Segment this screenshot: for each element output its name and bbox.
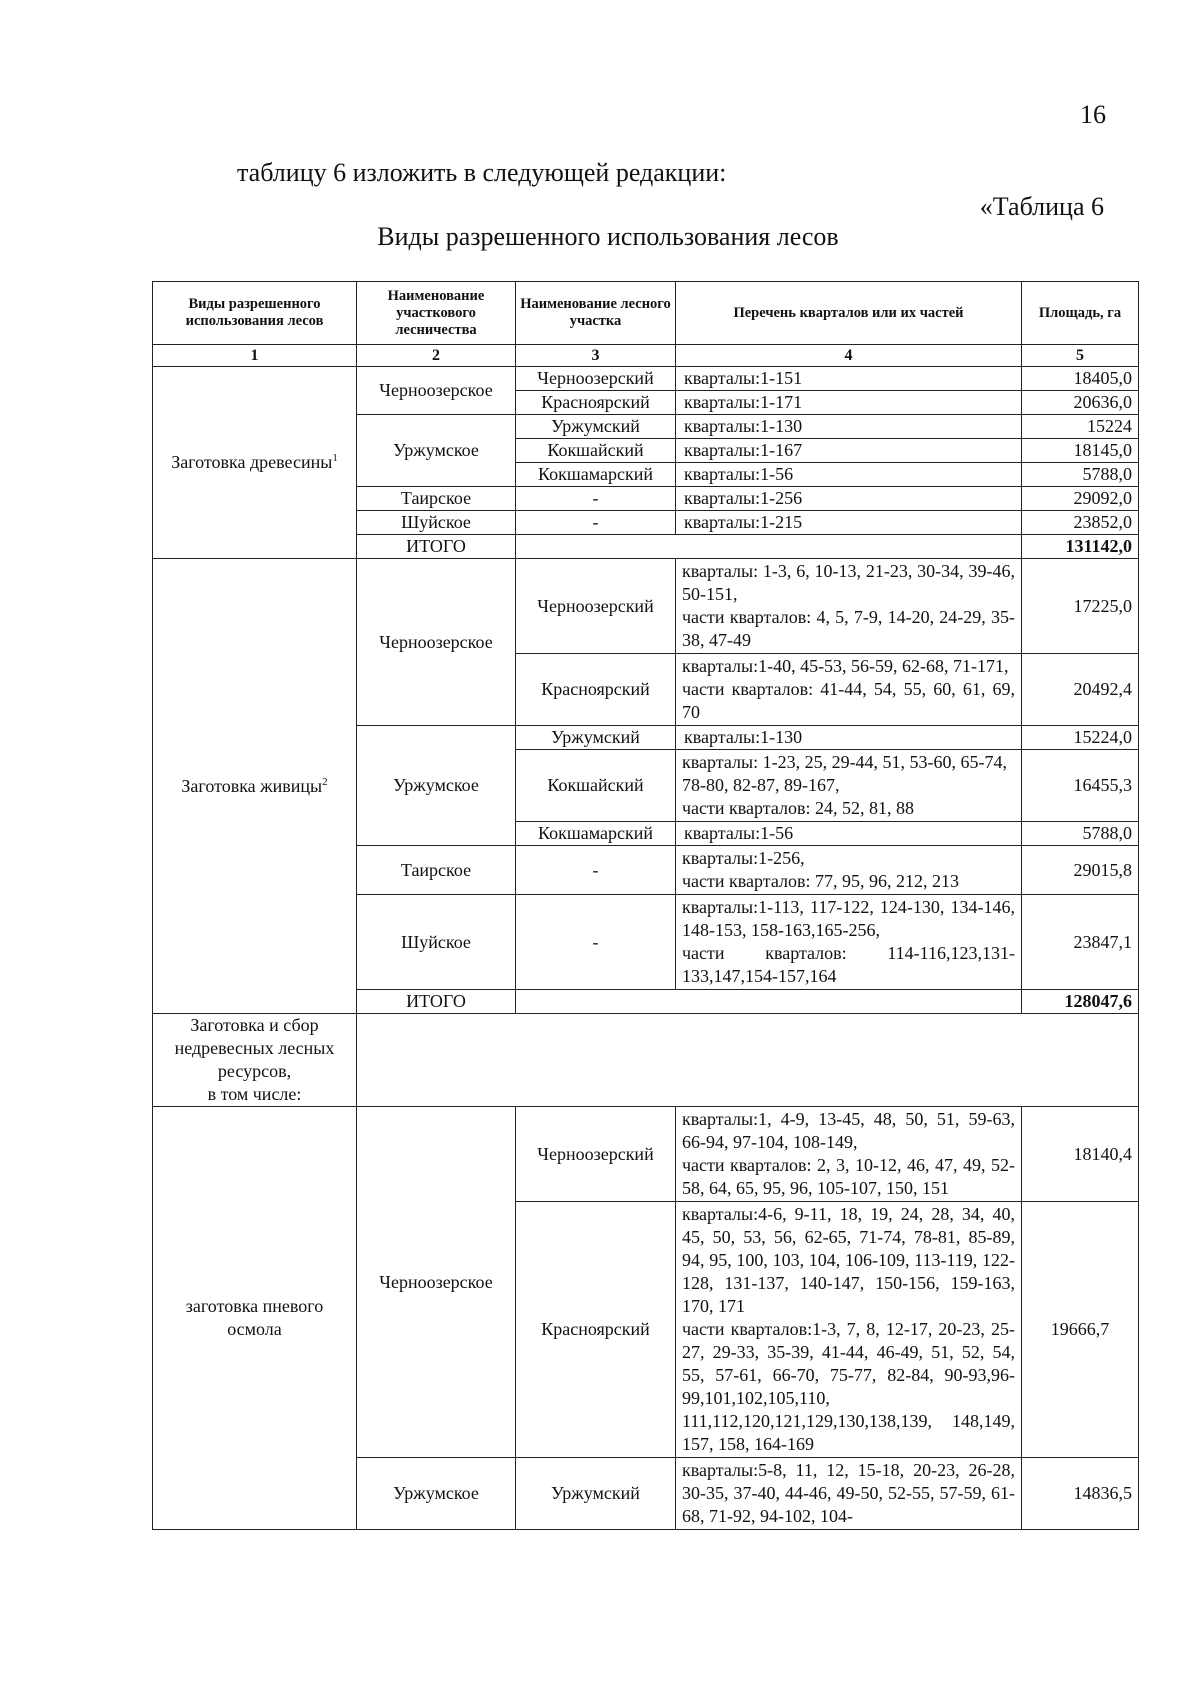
- area-cell: 18145,0: [1022, 439, 1139, 463]
- quarters-cell: кварталы:1-215: [676, 511, 1022, 535]
- table-label: «Таблица 6: [979, 192, 1104, 221]
- footnote-mark: 2: [322, 775, 328, 788]
- forestry-cell: Шуйское: [357, 511, 516, 535]
- site-cell: -: [516, 895, 676, 990]
- quarters-cell: кварталы:1-256, части кварталов: 77, 95, 96, 212, 213: [676, 846, 1022, 895]
- header-forestry: Наименование участкового лесничества: [357, 282, 516, 345]
- site-cell: Кокшайский: [516, 439, 676, 463]
- site-cell: Уржумский: [516, 726, 676, 750]
- column-number: 4: [676, 345, 1022, 367]
- area-cell: 18140,4: [1022, 1107, 1139, 1202]
- quarters-cell: кварталы:1-151: [676, 367, 1022, 391]
- site-cell: Уржумский: [516, 415, 676, 439]
- empty-cell: [357, 1014, 1139, 1107]
- forestry-cell: Черноозерское: [357, 367, 516, 415]
- quarters-cell: кварталы:1-130: [676, 726, 1022, 750]
- forestry-cell: Шуйское: [357, 895, 516, 990]
- quarters-cell: кварталы:1, 4-9, 13-45, 48, 50, 51, 59-63, 66-94, 97-104, 108-149, части кварталов: 2, 3, 10-12, 46, 47, 49, 52-58, 64, 65, 95, 96, 105-107, 150, 151: [676, 1107, 1022, 1202]
- area-cell: 16455,3: [1022, 750, 1139, 822]
- forestry-cell: Уржумское: [357, 726, 516, 846]
- quarters-cell: кварталы:1-171: [676, 391, 1022, 415]
- forestry-cell: Черноозерское: [357, 559, 516, 726]
- quarters-cell: кварталы:1-113, 117-122, 124-130, 134-146, 148-153, 158-163,165-256, части кварталов: 114-116,123,131-133,147,154-157,164: [676, 895, 1022, 990]
- area-cell: 29092,0: [1022, 487, 1139, 511]
- intro-text: таблицу 6 изложить в следующей редакции:: [237, 158, 727, 187]
- site-cell: Уржумский: [516, 1458, 676, 1530]
- column-numbers-row: [153, 345, 1139, 367]
- total-label: ИТОГО: [357, 535, 516, 559]
- quarters-cell: кварталы:1-56: [676, 822, 1022, 846]
- footnote-mark: 1: [332, 452, 338, 464]
- table-row: [153, 367, 1139, 391]
- quarters-cell: кварталы:1-56: [676, 463, 1022, 487]
- quarters-cell: кварталы:5-8, 11, 12, 15-18, 20-23, 26-28, 30-35, 37-40, 44-46, 49-50, 52-55, 57-59, 61-68, 71-92, 94-102, 104-: [676, 1458, 1022, 1530]
- quarters-cell: кварталы: 1-23, 25, 29-44, 51, 53-60, 65-74, 78-80, 82-87, 89-167, части кварталов: 24, 52, 81, 88: [676, 750, 1022, 822]
- use-type-cell: [153, 367, 357, 559]
- site-cell: -: [516, 511, 676, 535]
- area-cell: 17225,0: [1022, 559, 1139, 654]
- table-row: [153, 1107, 1139, 1202]
- table-title: Виды разрешенного использования лесов: [377, 222, 839, 251]
- site-cell: Кокшамарский: [516, 822, 676, 846]
- area-cell: 20492,4: [1022, 654, 1139, 726]
- site-cell: Черноозерский: [516, 367, 676, 391]
- area-cell: 5788,0: [1022, 463, 1139, 487]
- site-cell: Кокшайский: [516, 750, 676, 822]
- use-type-cell: [153, 559, 357, 1014]
- column-number: 3: [516, 345, 676, 367]
- quarters-cell: кварталы:1-256: [676, 487, 1022, 511]
- header-row: [153, 282, 1139, 345]
- header-site: Наименование лесного участка: [516, 282, 676, 345]
- area-cell: 14836,5: [1022, 1458, 1139, 1530]
- area-cell: 15224,0: [1022, 726, 1139, 750]
- forestry-cell: Уржумское: [357, 415, 516, 487]
- total-value: 131142,0: [1022, 535, 1139, 559]
- site-cell: -: [516, 487, 676, 511]
- area-cell: 19666,7: [1022, 1202, 1139, 1458]
- column-number: 5: [1022, 345, 1139, 367]
- forest-use-table: [152, 281, 1139, 1530]
- header-area: Площадь, га: [1022, 282, 1139, 345]
- use-type-cell: заготовка пневого осмола: [153, 1107, 357, 1530]
- area-cell: 23847,1: [1022, 895, 1139, 990]
- total-label: ИТОГО: [357, 990, 516, 1014]
- site-cell: Красноярский: [516, 391, 676, 415]
- header-use-type: Виды разрешенного использования лесов: [153, 282, 357, 345]
- area-cell: 15224: [1022, 415, 1139, 439]
- area-cell: 18405,0: [1022, 367, 1139, 391]
- forestry-cell: Таирское: [357, 487, 516, 511]
- use-type-cell: Заготовка и сбор недревесных лесных ресурсов, в том числе:: [153, 1014, 357, 1107]
- site-cell: Кокшамарский: [516, 463, 676, 487]
- area-cell: 5788,0: [1022, 822, 1139, 846]
- header-quarters: Перечень кварталов или их частей: [676, 282, 1022, 345]
- empty-cell: [516, 990, 1022, 1014]
- area-cell: 29015,8: [1022, 846, 1139, 895]
- quarters-cell: кварталы: 1-3, 6, 10-13, 21-23, 30-34, 39-46, 50-151, части кварталов: 4, 5, 7-9, 14-20, 24-29, 35-38, 47-49: [676, 559, 1022, 654]
- forestry-cell: Таирское: [357, 846, 516, 895]
- site-cell: Красноярский: [516, 654, 676, 726]
- area-cell: 20636,0: [1022, 391, 1139, 415]
- use-type-name: Заготовка древесины: [171, 452, 333, 472]
- use-type-name: Заготовка живицы: [181, 775, 323, 796]
- column-number: 2: [357, 345, 516, 367]
- forest-use-table-wrapper: [152, 281, 1138, 1530]
- site-cell: -: [516, 846, 676, 895]
- total-value: 128047,6: [1022, 990, 1139, 1014]
- quarters-cell: кварталы:1-40, 45-53, 56-59, 62-68, 71-171, части кварталов: 41-44, 54, 55, 60, 61, 69, 70: [676, 654, 1022, 726]
- area-cell: 23852,0: [1022, 511, 1139, 535]
- quarters-cell: кварталы:4-6, 9-11, 18, 19, 24, 28, 34, 40, 45, 50, 53, 56, 62-65, 71-74, 78-81, 85-89, 94, 95, 100, 103, 104, 106-109, 113-119, 122-128, 131-137, 140-147, 150-156, 159-163, 170, 171 части кварталов:1-3, 7, 8, 12-17, 20-23, 25-27, 29-33, 35-39, 41-44, 46-49, 51, 52, 54, 55, 57-61, 66-70, 75-77, 82-84, 90-93,96-99,101,102,105,110, 111,112,120,121,129,130,138,139, 148,149, 157, 158, 164-169: [676, 1202, 1022, 1458]
- forestry-cell: Черноозерское: [357, 1107, 516, 1458]
- site-cell: Красноярский: [516, 1202, 676, 1458]
- site-cell: Черноозерский: [516, 559, 676, 654]
- table-row: [153, 559, 1139, 654]
- forestry-cell: Уржумское: [357, 1458, 516, 1530]
- page-number: 16: [1080, 100, 1106, 129]
- quarters-cell: кварталы:1-167: [676, 439, 1022, 463]
- site-cell: Черноозерский: [516, 1107, 676, 1202]
- empty-cell: [516, 535, 1022, 559]
- quarters-cell: кварталы:1-130: [676, 415, 1022, 439]
- column-number: 1: [153, 345, 357, 367]
- table-row: [153, 1014, 1139, 1107]
